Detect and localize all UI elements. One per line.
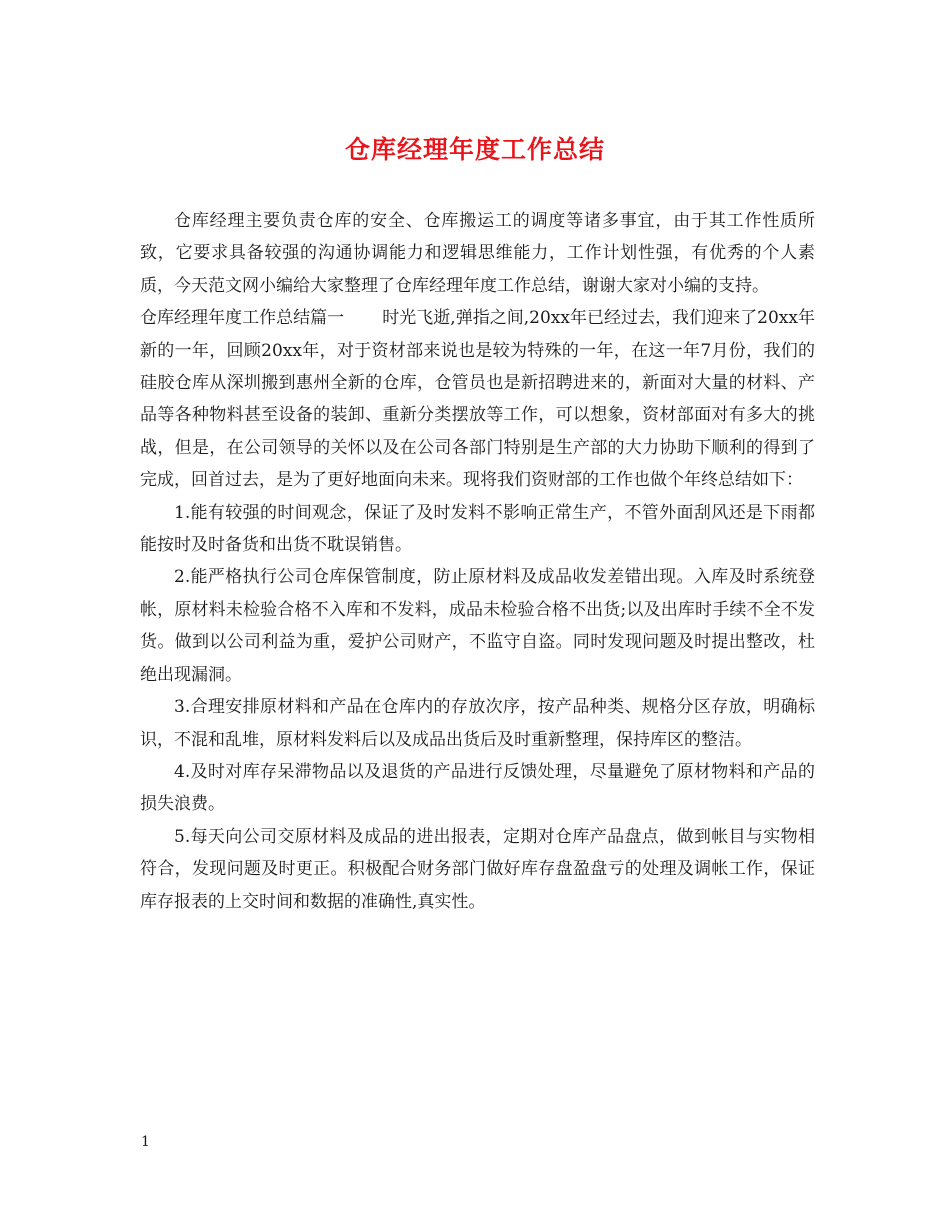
- list-item: 1.能有较强的时间观念，保证了及时发料不影响正常生产，不管外面刮风还是下雨都能按时及时备货和出货不耽误销售。: [140, 502, 815, 556]
- intro-paragraph: 仓库经理主要负责仓库的安全、仓库搬运工的调度等诸多事宜，由于其工作性质所致，它要求具备较强的沟通协调能力和逻辑思维能力，工作计划性强，有优秀的个人素质，今天范文网小编给大家整理了仓库经理年度工作总结，谢谢大家对小编的支持。: [140, 211, 815, 296]
- list-item: 3.合理安排原材料和产品在仓库内的存放次序，按产品种类、规格分区存放，明确标识，不混和乱堆，原材料发料后以及成品出货后及时重新整理，保持库区的整洁。: [140, 697, 815, 750]
- list-item: 4.及时对库存呆滞物品以及退货的产品进行反馈处理，尽量避免了原材物料和产品的损失浪费。: [140, 761, 815, 815]
- list-item: 2.能严格执行公司仓库保管制度，防止原材料及成品收发差错出现。入库及时系统登帐，原材料未检验合格不入库和不发料，成品未检验合格不出货;以及出库时手续不全不发货。做到以公司利益为重，爱护公司财产，不监守自盗。同时发现问题及时提出整改，杜绝出现漏洞。: [140, 567, 815, 685]
- document-title: 仓库经理年度工作总结: [344, 135, 605, 164]
- list-item: 5.每天向公司交原材料及成品的进出报表，定期对仓库产品盘点，做到帐目与实物相符合，发现问题及时更正。积极配合财务部门做好库存盘盈盘亏的处理及调帐工作，保证库存报表的上交时间和数据的准确性,真实性。: [140, 826, 815, 912]
- section-body: 时光飞逝,弹指之间,20xx年已经过去，我们迎来了20xx年新的一年，回顾20xx年，对于资材部来说也是较为特殊的一年，在这一年7月份，我们的硅胶仓库从深圳搬到惠州全新的仓库，仓管员也是新招聘进来的，新面对大量的材料、产品等各种物料甚至设备的装卸、重新分类摆放等工作，可以想象，资材部面对有多大的挑战，但是，在公司领导的关怀以及在公司各部门特别是生产部的大力协助下顺利的得到了完成，回首过去，是为了更好地面向未来。现将我们资财部的工作也做个年终总结如下：: [140, 308, 816, 491]
- section-paragraph: [140, 302, 815, 496]
- page-number: 1: [141, 1134, 150, 1150]
- section-heading: 仓库经理年度工作总结篇一: [140, 308, 345, 329]
- document-body: [140, 205, 815, 918]
